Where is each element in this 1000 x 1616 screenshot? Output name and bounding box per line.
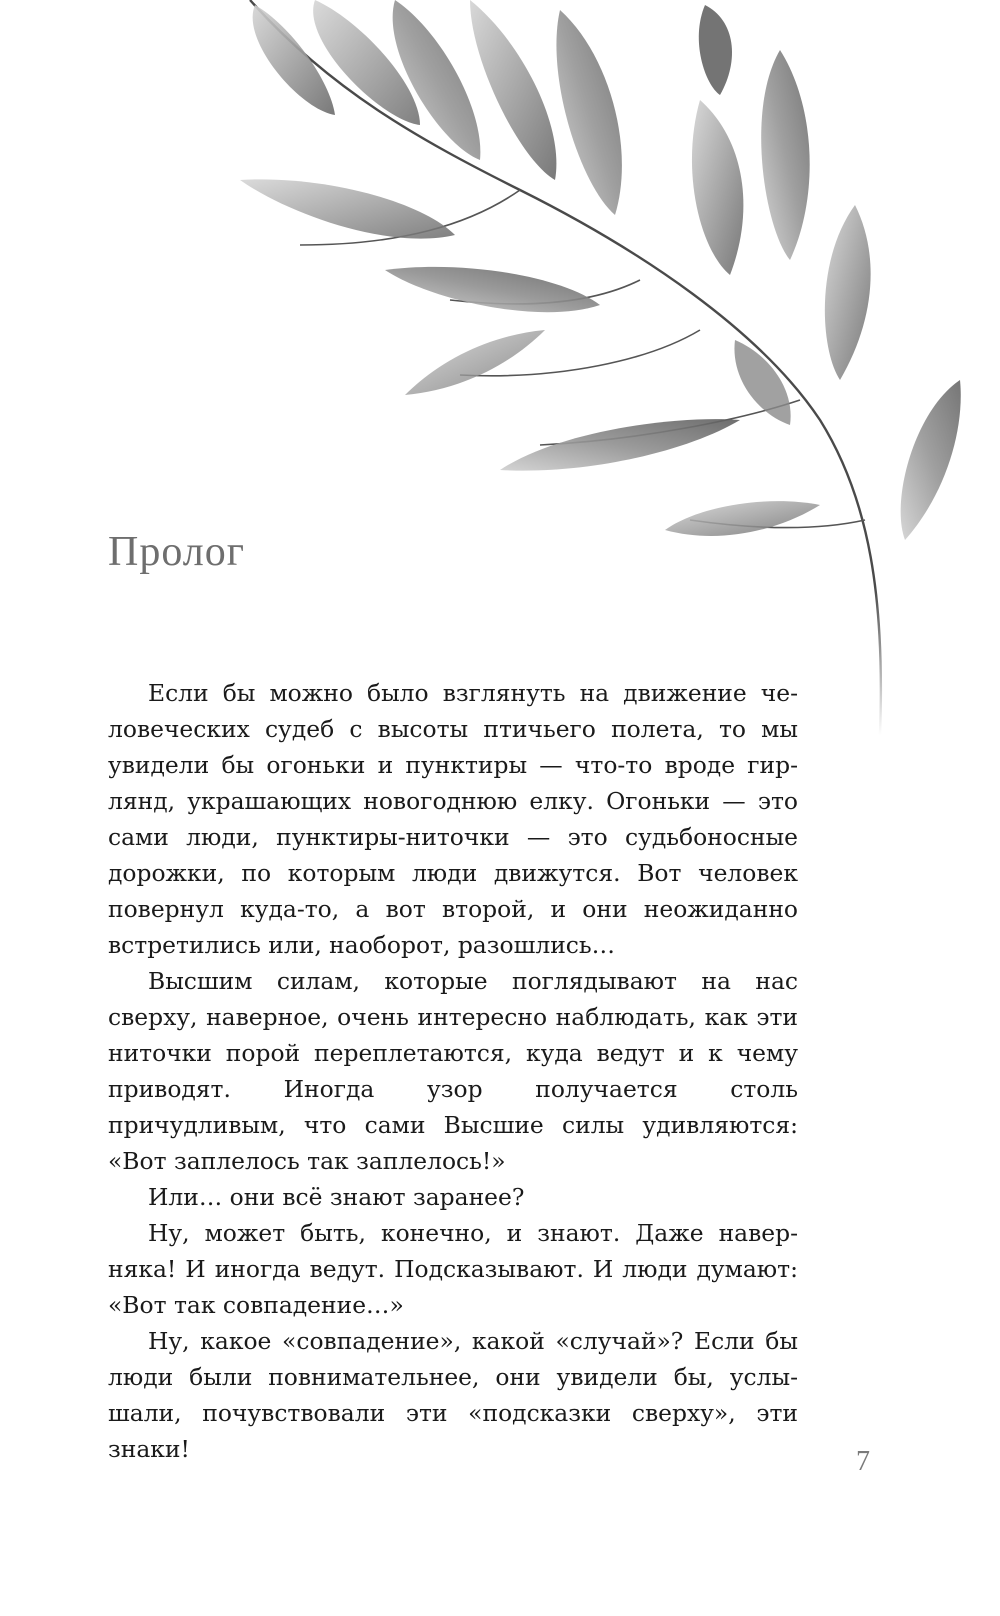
paragraph: Ну, может быть, конечно, и знают. Даже наверняка! И иногда ведут. Подсказывают. И люди думают: «Вот так совпадение…»	[108, 1219, 798, 1319]
body-text	[108, 675, 798, 1467]
leaf-branch-illustration	[0, 0, 1000, 760]
paragraph: Или… они всё знают заранее?	[148, 1183, 525, 1211]
paragraph: Ну, какое «совпадение», какой «случай»? Если бы люди были повнимательнее, они увидели бы, услышали, почувствовали эти «подсказки сверху», эти знаки!	[108, 1327, 798, 1463]
page-number: 7	[856, 1446, 870, 1477]
paragraph: Высшим силам, которые поглядывают на нас сверху, наверное, очень интересно наблюдать, как эти ниточки порой переплетаются, куда ведут и к чему приводят. Иногда узор получается столь причудливым, что сами Высшие силы удивляются: «Вот заплелось так заплелось!»	[108, 967, 798, 1175]
chapter-title: Пролог	[108, 529, 245, 575]
paragraph: Если бы можно было взглянуть на движение человеческих судеб с высоты птичьего полета, то мы увидели бы огоньки и пунктиры — что-то вроде гирлянд, украшающих новогоднюю елку. Огоньки — это сами люди, пунктиры-ниточки — это судьбоносные дорожки, по которым люди движутся. Вот человек повернул куда-то, а вот второй, и они неожиданно встретились или, наоборот, разошлись…	[108, 679, 798, 959]
